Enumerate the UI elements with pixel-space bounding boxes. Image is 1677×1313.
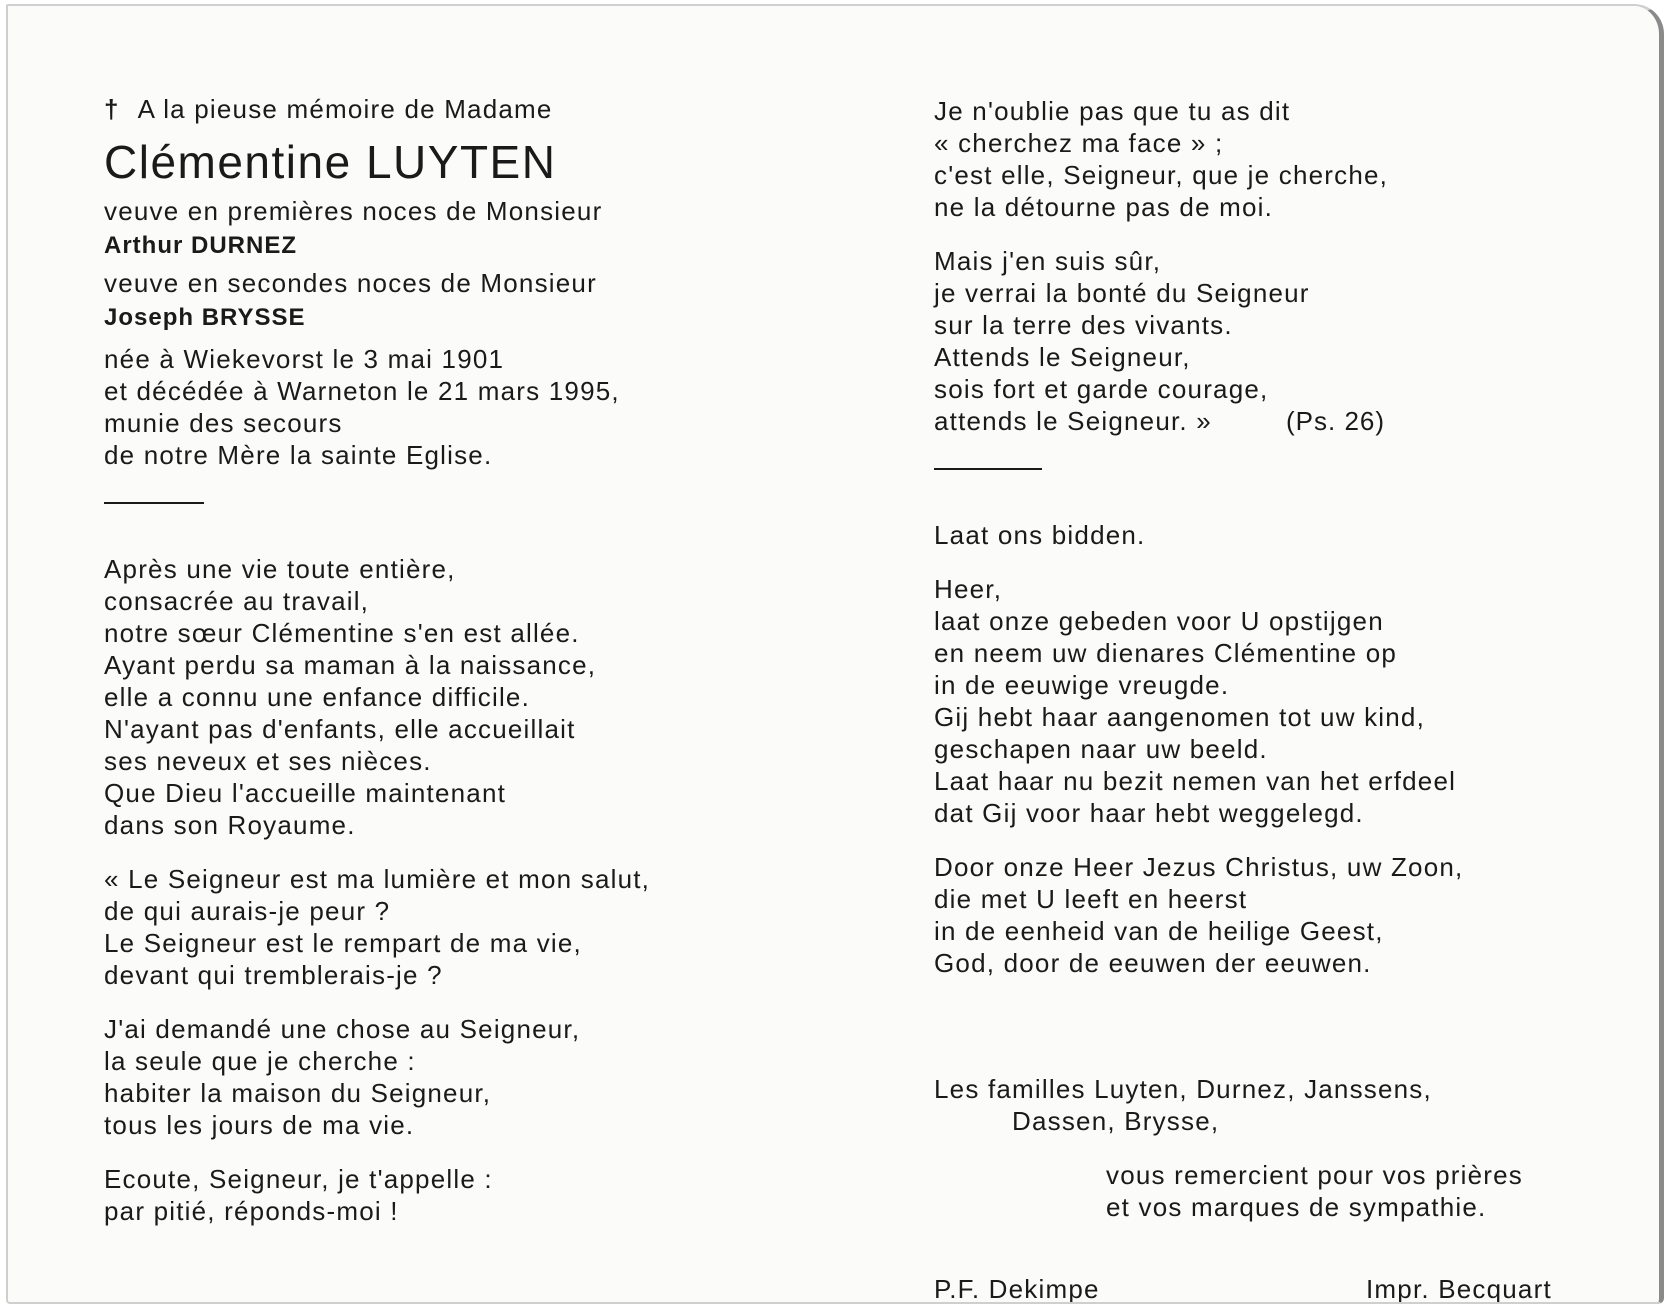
spouse2-name: Joseph BRYSSE [104,304,306,331]
divider [934,468,1042,470]
psalm-line: Attends le Seigneur, [934,342,1191,372]
bio-line: consacrée au travail, [104,586,370,616]
psalm-line: sur la terre des vivants. [934,310,1233,340]
psalm-line: J'ai demandé une chose au Seigneur, [104,1014,581,1044]
prayer-line: dat Gij voor haar hebt weggelegd. [934,798,1364,828]
families-line: Dassen, Brysse, [1012,1106,1220,1136]
prayer-intro: Laat ons bidden. [934,520,1146,550]
printer-name: Impr. Becquart [1366,1274,1552,1304]
bio-line: Que Dieu l'accueille maintenant [104,778,507,808]
prayer-line: laat onze gebeden voor U opstijgen [934,606,1384,636]
divider [104,502,204,504]
psalm-line: tous les jours de ma vie. [104,1110,415,1140]
psalm-line: je verrai la bonté du Seigneur [934,278,1310,308]
funeral-director: P.F. Dekimpe [934,1274,1100,1304]
bio-line: elle a connu une enfance difficile. [104,682,531,712]
bio-line: N'ayant pas d'enfants, elle accueillait [104,714,576,744]
thanks-line: et vos marques de sympathie. [1106,1192,1487,1222]
header-line [104,94,553,125]
families-line: Les familles Luyten, Durnez, Janssens, [934,1074,1432,1104]
header-intro: A la pieuse mémoire de Madame [137,94,553,124]
birth-death-line: de notre Mère la sainte Eglise. [104,440,493,470]
psalm-line: Le Seigneur est le rempart de ma vie, [104,928,582,958]
bio-line: Ayant perdu sa maman à la naissance, [104,650,597,680]
prayer-line: in de eeuwige vreugde. [934,670,1230,700]
psalm-line: de qui aurais-je peur ? [104,896,391,926]
psalm-line: sois fort et garde courage, [934,374,1269,404]
birth-death-line: munie des secours [104,408,343,438]
psalm-line: Mais j'en suis sûr, [934,246,1162,276]
birth-death-line: et décédée à Warneton le 21 mars 1995, [104,376,620,406]
psalm-line: « Le Seigneur est ma lumière et mon salut, [104,864,651,894]
psalm-line: « cherchez ma face » ; [934,128,1224,158]
prayer-line: geschapen naar uw beeld. [934,734,1268,764]
prayer-close-line: die met U leeft en heerst [934,884,1248,914]
prayer-line: Laat haar nu bezit nemen van het erfdeel [934,766,1457,796]
memorial-card [6,4,1664,1304]
psalm-reference: (Ps. 26) [1286,406,1386,436]
psalm-line: c'est elle, Seigneur, que je cherche, [934,160,1389,190]
prayer-close-line: God, door de eeuwen der eeuwen. [934,948,1372,978]
bio-line: Après une vie toute entière, [104,554,456,584]
psalm-line: par pitié, réponds-moi ! [104,1196,399,1226]
spouse1-intro: veuve en premières noces de Monsieur [104,196,603,226]
spouse1-name: Arthur DURNEZ [104,232,297,259]
psalm-line: attends le Seigneur. » [934,406,1212,436]
psalm-line: devant qui tremblerais-je ? [104,960,443,990]
bio-line: ses neveux et ses nièces. [104,746,432,776]
spouse2-intro: veuve en secondes noces de Monsieur [104,268,597,298]
deceased-name: Clémentine LUYTEN [104,136,557,188]
birth-death-line: née à Wiekevorst le 3 mai 1901 [104,344,505,374]
prayer-line: Heer, [934,574,1003,604]
prayer-line: en neem uw dienares Clémentine op [934,638,1398,668]
cross-icon: † [104,94,120,124]
psalm-line: habiter la maison du Seigneur, [104,1078,492,1108]
prayer-close-line: Door onze Heer Jezus Christus, uw Zoon, [934,852,1464,882]
bio-line: notre sœur Clémentine s'en est allée. [104,618,580,648]
psalm-line: la seule que je cherche : [104,1046,416,1076]
psalm-line: ne la détourne pas de moi. [934,192,1274,222]
psalm-line: Je n'oublie pas que tu as dit [934,96,1291,126]
thanks-line: vous remercient pour vos prières [1106,1160,1523,1190]
bio-line: dans son Royaume. [104,810,356,840]
prayer-line: Gij hebt haar aangenomen tot uw kind, [934,702,1426,732]
psalm-line: Ecoute, Seigneur, je t'appelle : [104,1164,493,1194]
prayer-close-line: in de eenheid van de heilige Geest, [934,916,1384,946]
